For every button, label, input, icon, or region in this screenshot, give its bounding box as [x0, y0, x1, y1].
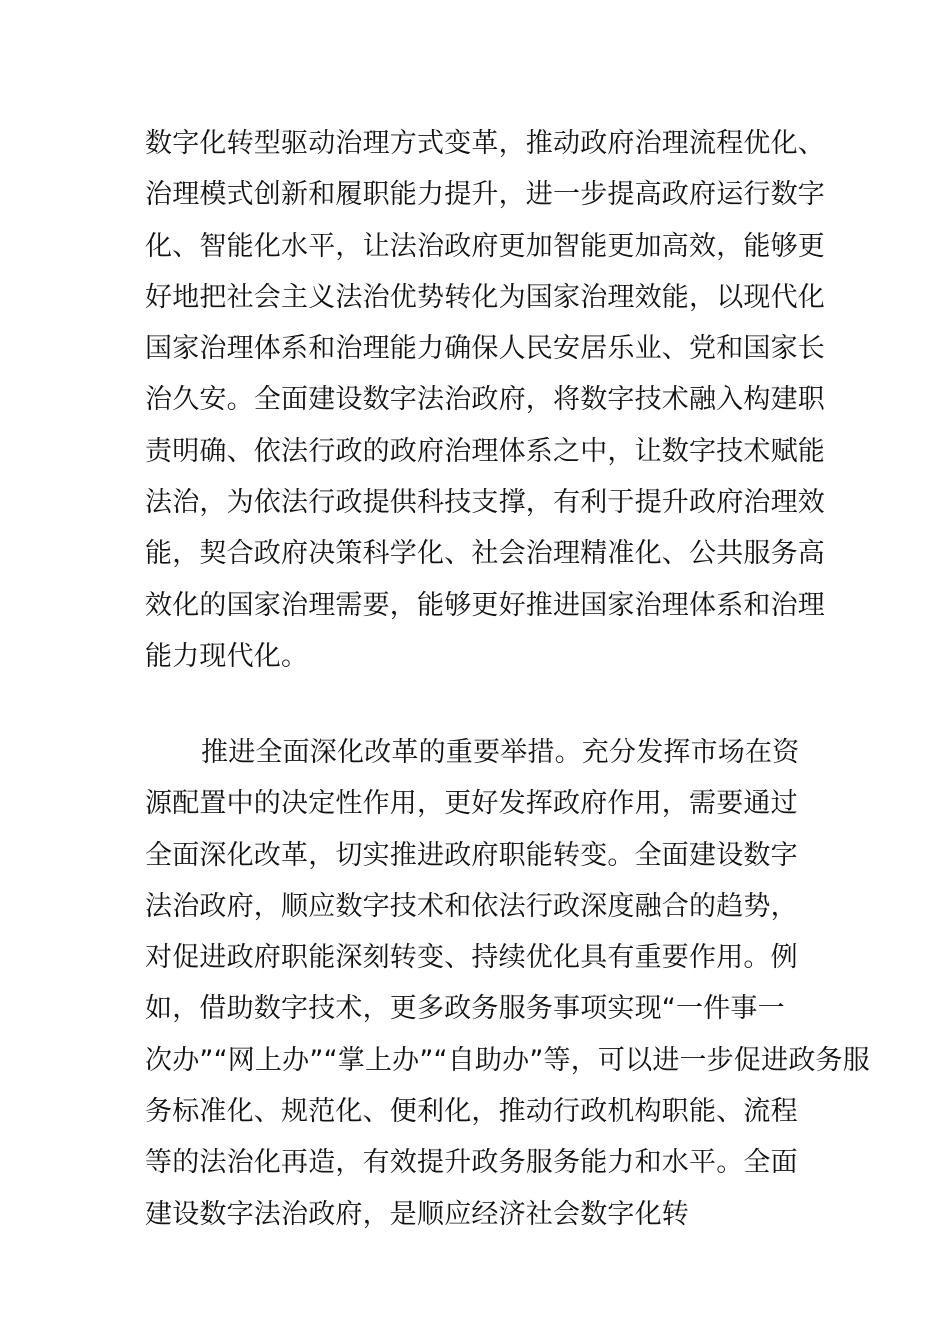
- paragraph-line: 国家治理体系和治理能力确保人民安居乐业、党和国家长: [145, 333, 825, 365]
- paragraph-line: 全面深化改革，切实推进政府职能转变。全面建设数字: [145, 839, 798, 871]
- paragraph-line: 等的法治化再造，有效提升政务服务能力和水平。全面: [145, 1147, 798, 1179]
- paragraph-line: 能力现代化。: [145, 640, 309, 672]
- paragraph-line: 治久安。全面建设数字法治政府，将数字技术融入构建职: [145, 384, 825, 416]
- paragraph-line: 好地把社会主义法治优势转化为国家治理效能，以现代化: [145, 281, 825, 313]
- paragraph-1: [145, 118, 825, 682]
- paragraph-2: [145, 727, 870, 1240]
- paragraph-line: 推进全面深化改革的重要举措。充分发挥市场在资: [201, 737, 800, 768]
- paragraph-line: 次办”“网上办”“掌上办”“自助办”等，可以进一步促进政务服: [145, 1044, 870, 1076]
- paragraph-line: 如，借助数字技术，更多政务服务事项实现“一件事一: [145, 993, 785, 1025]
- paragraph-line: 源配置中的决定性作用，更好发挥政府作用，需要通过: [145, 788, 798, 820]
- paragraph-line: 对促进政府职能深刻转变、持续优化具有重要作用。例: [145, 942, 798, 974]
- paragraph-line: 务标准化、规范化、便利化，推动行政机构职能、流程: [145, 1096, 798, 1128]
- paragraph-line: 化、智能化水平，让法治政府更加智能更加高效，能够更: [145, 230, 825, 262]
- paragraph-line: 法治政府，顺应数字技术和依法行政深度融合的趋势，: [145, 890, 798, 922]
- paragraph-line: 能，契合政府决策科学化、社会治理精准化、公共服务高: [145, 538, 825, 570]
- paragraph-line: 效化的国家治理需要，能够更好推进国家治理体系和治理: [145, 589, 825, 621]
- paragraph-line: 建设数字法治政府，是顺应经济社会数字化转: [145, 1198, 689, 1230]
- paragraph-line: 法治，为依法行政提供科技支撑，有利于提升政府治理效: [145, 487, 825, 519]
- paragraph-line: 治理模式创新和履职能力提升，进一步提高政府运行数字: [145, 179, 825, 211]
- paragraph-line: 责明确、依法行政的政府治理体系之中，让数字技术赋能: [145, 435, 825, 467]
- paragraph-line: 数字化转型驱动治理方式变革，推动政府治理流程优化、: [145, 128, 825, 159]
